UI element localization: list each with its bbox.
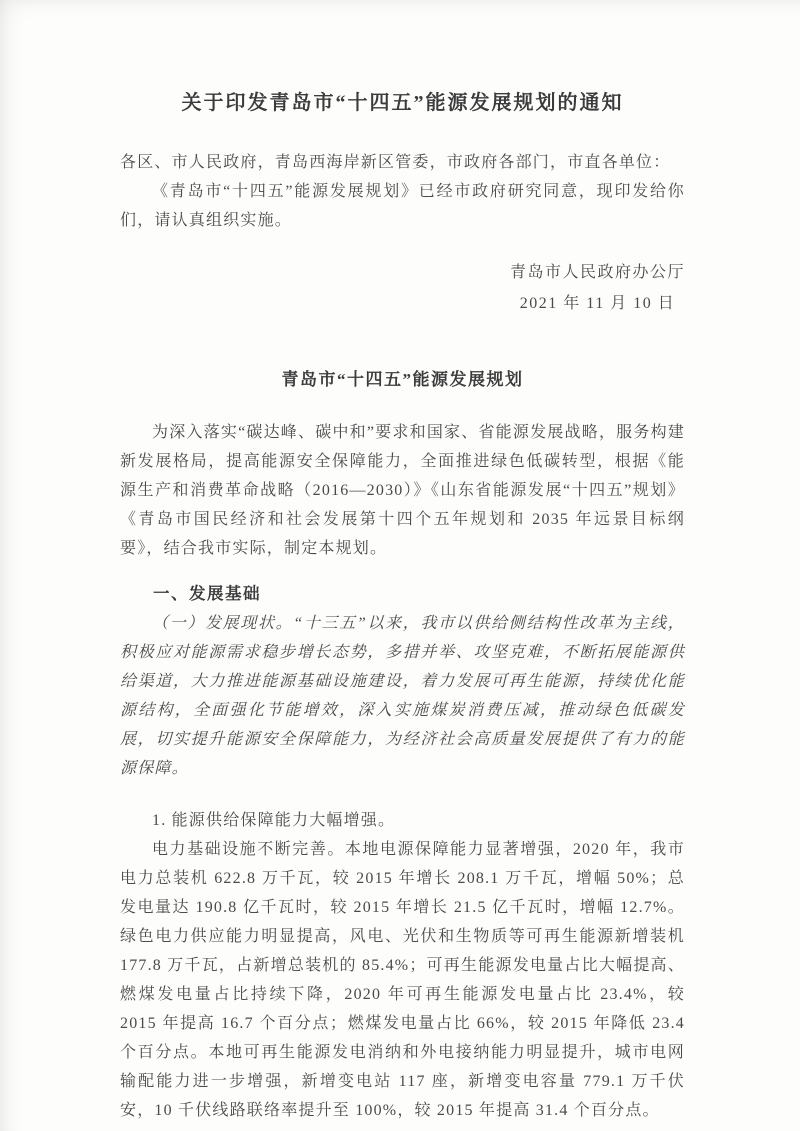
notice-title: 关于印发青岛市“十四五”能源发展规划的通知 xyxy=(181,92,624,114)
notice-body: 《青岛市“十四五”能源发展规划》已经市政府研究同意，现印发给你们，请认真组织实施。 xyxy=(120,183,685,229)
item-1-body-paragraph: 电力基础设施不断完善。本地电源保障能力显著增强，2020 年，我市电力总装机 622.8 万千瓦，较 2015 年增长 208.1 万千瓦，增幅 50%；总发电量达 190.8 亿千瓦时，较 2015 年增长 21.5 亿千瓦时，增幅 12.7%。绿色电力供应能力明显提高，风电、光伏和生物质等可再生能源新增装机 177.8 万千瓦，占新增总装机的 85.4%；可再生能源发电量占比大幅提高、燃煤发电量占比持续下降，2020 年可再生能源发电量占比 23.4%，较 2015 年提高 16.7 个百分点；燃煤发电量占比 66%，较 2015 年降低 23.4 个百分点。本地可再生能源发电消纳和外电接纳能力明显提升，城市电网输配能力进一步增强，新增变电站 117 座，新增变电容量 779.1 万千伏安，10 千伏线路联络率提升至 100%，较 2015 年提高 31.4 个百分点。 xyxy=(120,841,685,1119)
signer-name: 青岛市人民政府办公厅 xyxy=(509,264,685,281)
notice-salutation: 各区、市人民政府，青岛西海岸新区管委，市政府各部门，市直各单位： xyxy=(120,154,671,171)
signature-block xyxy=(120,257,685,319)
item-1-heading: 1. 能源供给保障能力大幅增强。 xyxy=(152,812,396,829)
current-status-paragraph: （一）发展现状。“十三五”以来，我市以供给侧结构性改革为主线，积极应对能源需求稳步增长态势，多措并举、攻坚克难，不断拓展能源供给渠道，大力推进能源基础设施建设，着力发展可再生能源，持续优化能源结构，全面强化节能增效，深入实施煤炭消费压减，推动绿色低碳发展，切实提升能源安全保障能力，为经济社会高质量发展提供了有力的能源保障。 xyxy=(120,615,685,777)
plan-title: 青岛市“十四五”能源发展规划 xyxy=(281,370,524,389)
plan-intro-paragraph: 为深入落实“碳达峰、碳中和”要求和国家、省能源发展战略，服务构建新发展格局，提高能源安全保障能力，全面推进绿色低碳转型，根据《能源生产和消费革命战略（2016—2030）》《山东省能源发展“十四五”规划》《青岛市国民经济和社会发展第十四个五年规划和 2035 年远景目标纲要》，结合我市实际，制定本规划。 xyxy=(120,424,685,557)
section-1-heading: 一、发展基础 xyxy=(153,585,261,603)
signature-date: 2021 年 11 月 10 日 xyxy=(519,295,676,312)
